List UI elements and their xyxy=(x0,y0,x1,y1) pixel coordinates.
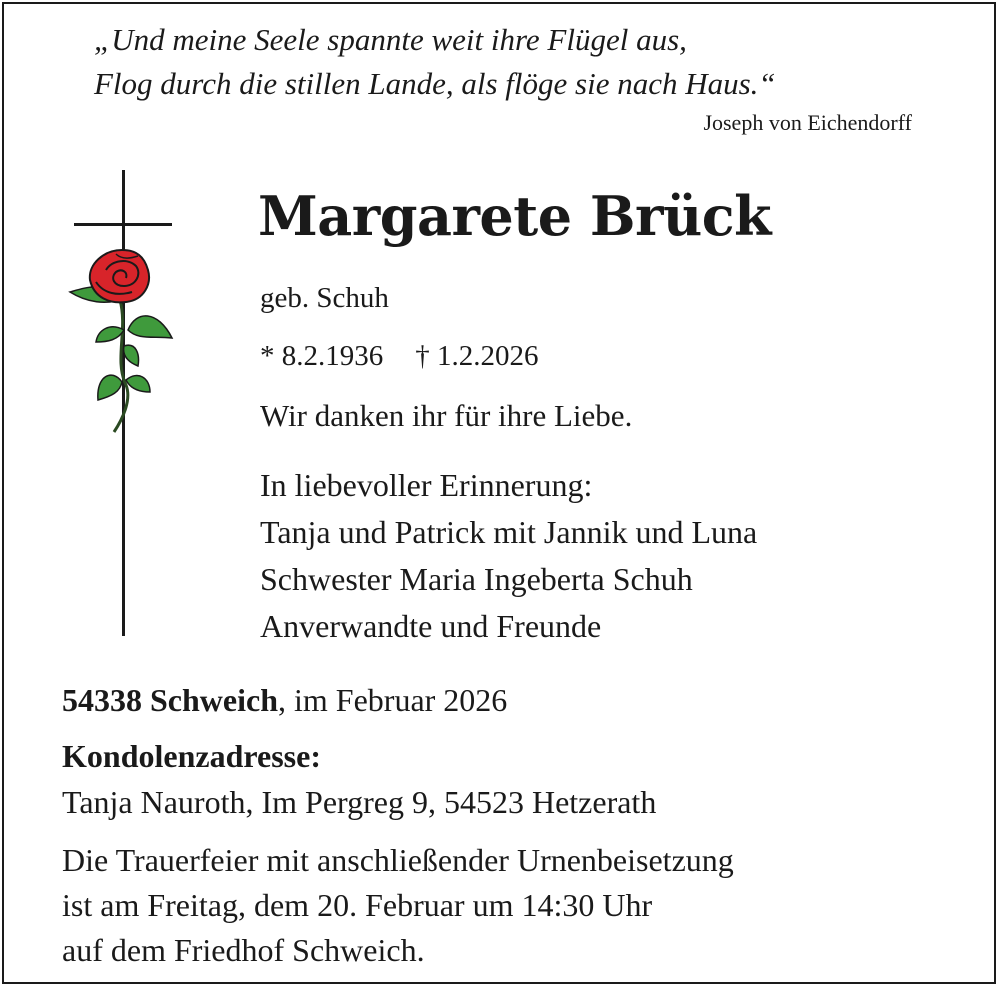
deceased-name: Margarete Brück xyxy=(258,184,772,248)
quote-author: Joseph von Eichendorff xyxy=(703,110,912,135)
place-and-date xyxy=(62,682,507,719)
mourners-heading: In liebevoller Erinnerung: xyxy=(260,467,593,503)
quote-line-2: Flog durch die stillen Lande, als flöge sie nach Haus.“ xyxy=(94,66,776,101)
thanks-line: Wir danken ihr für ihre Liebe. xyxy=(260,398,633,433)
mourner-line: Anverwandte und Freunde xyxy=(260,608,602,644)
condolence-heading: Kondolenzadresse: xyxy=(62,738,321,774)
mourners-block xyxy=(260,462,757,650)
birth-date: * 8.2.1936 xyxy=(260,340,384,372)
place-date: , im Februar 2026 xyxy=(278,682,508,718)
birth-name: geb. Schuh xyxy=(260,282,389,314)
place-location: 54338 Schweich xyxy=(62,682,278,718)
service-line: auf dem Friedhof Schweich. xyxy=(62,932,425,968)
mourner-line: Schwester Maria Ingeberta Schuh xyxy=(260,561,693,597)
quote-line-1: „Und meine Seele spannte weit ihre Flügel aus, xyxy=(94,22,687,57)
service-line: ist am Freitag, dem 20. Februar um 14:30 Uhr xyxy=(62,887,653,923)
service-info xyxy=(62,838,734,973)
service-line: Die Trauerfeier mit anschließender Urnenbeisetzung xyxy=(62,842,734,878)
condolence-address: Tanja Nauroth, Im Pergreg 9, 54523 Hetzerath xyxy=(62,784,657,820)
life-dates xyxy=(260,340,539,373)
mourner-line: Tanja und Patrick mit Jannik und Luna xyxy=(260,514,758,550)
cross-with-rose-icon xyxy=(66,170,186,640)
death-date: † 1.2.2026 xyxy=(415,340,539,372)
